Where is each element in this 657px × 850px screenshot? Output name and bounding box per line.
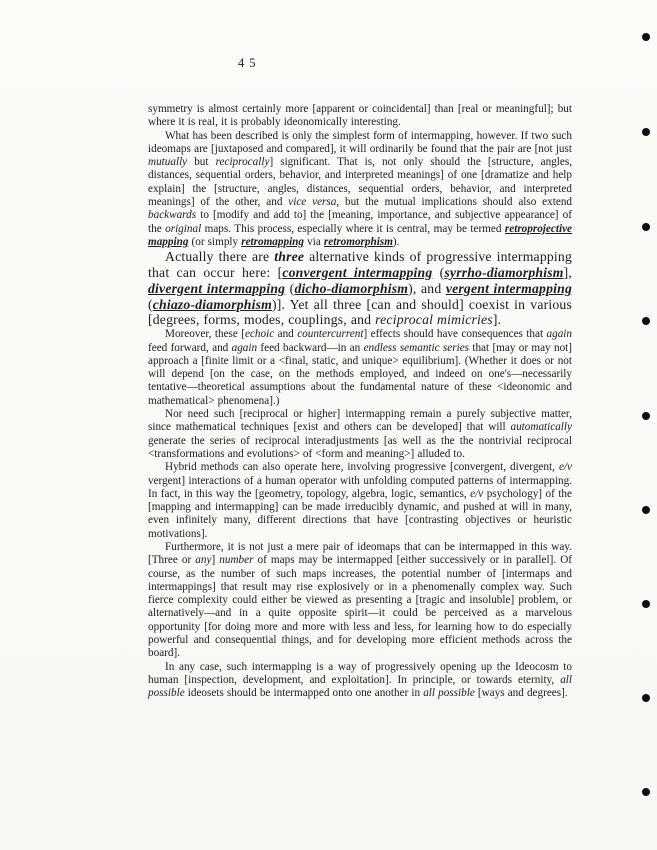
binder-dot: [642, 788, 650, 796]
text-segment: and: [274, 328, 298, 341]
text-segment: , but the mutual implications should also extend: [336, 196, 573, 209]
text-segment: syrrho-diamorphism: [444, 265, 564, 281]
paragraph: [148, 461, 572, 541]
text-segment: ), and: [408, 280, 446, 296]
text-segment: generate the series of reciprocal interadjustments [as well as the the nontrivial reciprocal <transformations and evolutions> of <form and meaning>] alluded to.: [148, 434, 572, 460]
binder-dot: [642, 694, 650, 702]
text-segment: number: [219, 554, 254, 567]
text-segment: )]. Yet all three [can and should] coexist in various [degrees, forms, modes, couplings, and: [148, 296, 572, 328]
text-segment: original: [165, 222, 202, 235]
text-segment: Nor need such [reciprocal or higher] intermapping remain a purely subjective matter, since mathematical techniques [exist and others can be developed] that will: [148, 408, 572, 434]
text-segment: echoic: [245, 328, 275, 341]
paragraph: [148, 541, 572, 661]
text-segment: Moreover, these [: [165, 328, 245, 341]
text-segment: e/v: [558, 461, 572, 474]
text-segment: endless semantic series: [363, 341, 470, 354]
text-segment: (or simply: [188, 235, 242, 248]
text-segment: Furthermore, it is not just a mere pair of ideomaps that can be intermapped in this way. [Three or: [148, 541, 572, 567]
text-segment: ] effects should have consequences that: [363, 328, 547, 341]
text-segment: any: [195, 554, 212, 567]
text-segment: reciprocally: [215, 156, 270, 169]
text-segment: retromapping: [241, 235, 305, 248]
text-segment: Actually there are: [165, 249, 275, 265]
text-segment: chiazo-diamorphism: [152, 296, 272, 312]
text-segment: divergent intermapping: [148, 280, 286, 296]
text-segment: to [modify and add to] the [meaning, importance, and subjective appearance] of the: [148, 209, 572, 235]
text-segment: three: [274, 249, 305, 265]
text-segment: via: [304, 235, 324, 248]
text-segment: countercurrent: [297, 328, 364, 341]
text-segment: ideosets should be intermapped onto one another in: [184, 687, 424, 700]
text-segment: feed forward, and: [148, 341, 232, 354]
text-segment: (: [285, 280, 295, 296]
text-segment: mutually: [148, 156, 188, 169]
text-segment: (: [432, 265, 445, 281]
text-segment: ] significant. That is, not only should the [structure, angles, distances, sequential orders, behavior, and interpreted meanings] of one [dramatize and help explain] the [structure, angles, distances, sequential orders, behavior, and interpreted meanings] of the other, and: [148, 156, 572, 209]
binder-dot: [642, 412, 650, 420]
text-segment: vergent intermapping: [445, 280, 573, 296]
paragraph: [148, 130, 572, 250]
text-segment: symmetry is almost certainly more [apparent or coincidental] than [real or meaningful]; but where it is real, it is probably ideonomically interesting.: [148, 103, 572, 129]
text-segment: maps. This process, especially where it is central, may be termed: [201, 222, 505, 235]
paragraph: [148, 661, 572, 701]
text-segment: again: [546, 328, 572, 341]
text-segment: of maps may be intermapped [either successively or in parallel]. Of course, as the number of such maps increases, the potential number of [intermaps and intermappings] that result may rise explosively or in a phenomenally complex way. Such fierce complexity could either be viewed as presenting a [tragic and insoluble] problem, or alternatively—and in a quite opposite spirit—it could be perceived as a marvelous opportunity [for doing more and more with less and less, for learning how to do especially powerful and consequential things, and for developing more efficient methods across the board].: [148, 554, 572, 660]
paragraph: [148, 408, 572, 461]
text-segment: vice versa: [288, 196, 337, 209]
text-segment: (: [148, 296, 153, 312]
text-segment: again: [231, 341, 258, 354]
text-segment: Hybrid methods can also operate here, involving progressive [convergent, divergent,: [165, 461, 559, 474]
text-segment: all possible: [423, 687, 475, 700]
text-segment: retroprojective mapping: [148, 222, 572, 248]
text-segment: reciprocal mimicries: [375, 312, 493, 328]
text-segment: alternative kinds of progressive intermapping that can occur here: [: [148, 249, 572, 281]
text-segment: e/v: [470, 487, 484, 500]
binder-dot: [642, 506, 650, 514]
text-segment: ].: [492, 312, 502, 328]
binder-dot: [642, 128, 650, 136]
paragraph: [148, 103, 572, 130]
text-segment: ]: [211, 554, 220, 567]
text-segment: dicho-diamorphism: [294, 280, 409, 296]
text-segment: but: [187, 156, 216, 169]
text-segment: all possible: [148, 673, 572, 700]
text-segment: automatically: [510, 421, 572, 434]
text-segment: What has been described is only the simplest form of intermapping, however. If two such ideomaps are [juxtaposed and compared], it will ordinarily be found that the pair are [not just: [148, 129, 572, 155]
paragraph: [148, 328, 572, 408]
page-number: 45: [238, 56, 261, 70]
text-segment: backwards: [148, 209, 197, 222]
text-segment: vergent] interactions of a human operator with unfolding computed patterns of intermapping. In fact, in this way the [geometry, topology, algebra, logic, semantics,: [148, 474, 572, 500]
text-segment: feed backward—in an: [257, 341, 364, 354]
text-segment: retromorphism: [323, 235, 393, 248]
binder-dot: [642, 223, 650, 231]
paragraph: [148, 249, 572, 328]
text-segment: [ways and degrees].: [474, 687, 568, 700]
text-segment: psychology] of the [mapping and intermapping] can be made irreducibly dynamic, and pushed at will in many, even infinitely many, different directions that have [contrasting objectives or heuristic motivations].: [148, 487, 572, 540]
text-segment: that [may or may not] approach a [finite limit or a <final, static, and unique> equilibrium]. (Whether it does or not will depend [on the case, on the methods employed, and indeed on one's—necessarily tentative—theoretical assumptions about the fundamental nature of these <ideonomic and mathematical> phenomena].): [148, 341, 572, 407]
binder-dot: [642, 33, 650, 41]
text-segment: convergent intermapping: [282, 265, 433, 281]
text-segment: ).: [392, 235, 400, 248]
binder-dot: [642, 600, 650, 608]
page-text: [148, 103, 572, 701]
text-segment: ],: [563, 265, 572, 281]
binder-dot: [642, 317, 650, 325]
text-segment: In any case, such intermapping is a way of progressively opening up the Ideocosm to human [inspection, development, and exploitation]. In principle, or towards eternity,: [148, 660, 572, 686]
